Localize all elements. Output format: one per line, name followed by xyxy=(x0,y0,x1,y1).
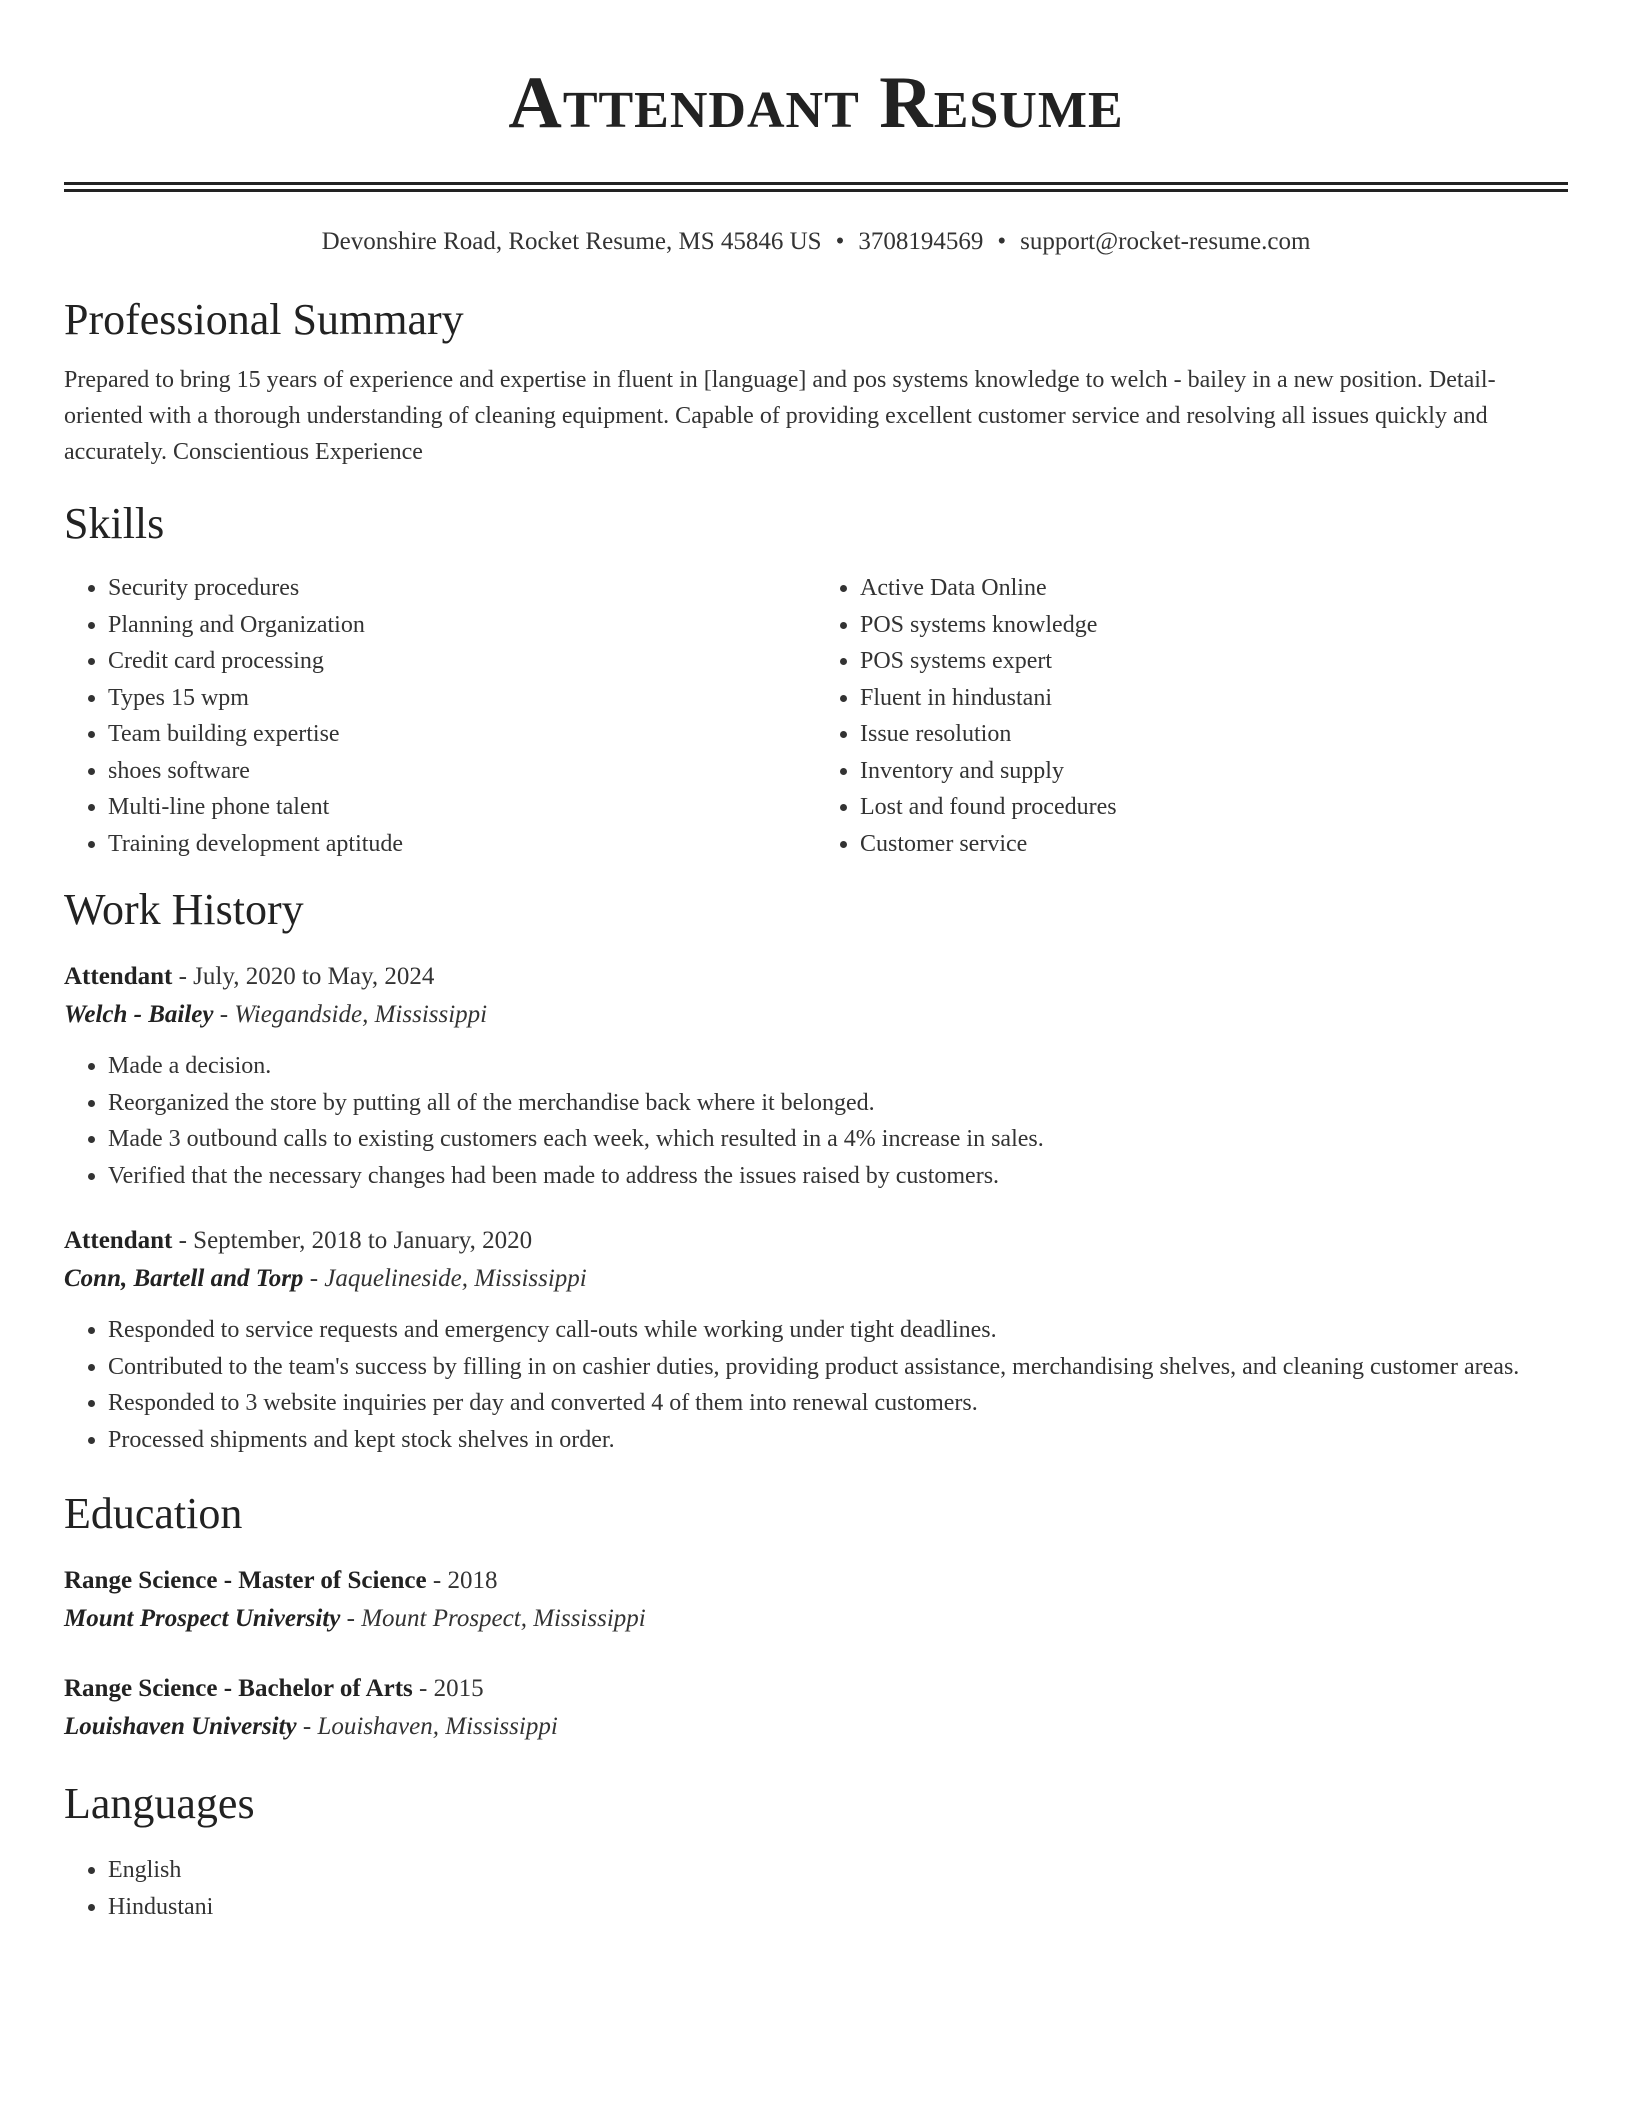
job-bullet: • Reorganized the store by putting all of the merchandise back where it belonged. xyxy=(108,1085,1568,1122)
education-entry xyxy=(64,1562,1568,1638)
skill-item: • Multi-line phone talent xyxy=(108,789,816,826)
contact-email: support@rocket-resume.com xyxy=(1020,228,1311,255)
title-double-rule xyxy=(64,182,1568,192)
skills-columns xyxy=(64,570,1568,862)
skill-item: • Planning and Organization xyxy=(108,607,816,644)
education-school-line xyxy=(64,1708,1568,1746)
education-year: - 2015 xyxy=(412,1675,484,1702)
skill-item: • POS systems expert xyxy=(860,643,1568,680)
job-title: Attendant xyxy=(64,1227,173,1254)
job-dates: - July, 2020 to May, 2024 xyxy=(172,963,435,990)
skill-item: • Customer service xyxy=(860,826,1568,863)
languages-heading: Languages xyxy=(64,1779,255,1828)
skill-item: • shoes software xyxy=(108,753,816,790)
skill-item: • Training development aptitude xyxy=(108,826,816,863)
skill-item: • Types 15 wpm xyxy=(108,680,816,717)
job-employer-line xyxy=(64,996,1568,1034)
summary-text: Prepared to bring 15 years of experience and expertise in fluent in [language] and pos systems knowledge to welch - bailey in a new position. Detail-oriented with a thorough understanding of cleaning equipment. Capable of providing excellent customer service and resolving all issues quickly and accurately. Conscientious Experience xyxy=(64,367,1496,465)
skill-item: • Fluent in hindustani xyxy=(860,680,1568,717)
job-bullet: • Responded to 3 website inquiries per day and converted 4 of them into renewal customers. xyxy=(108,1385,1568,1422)
job-bullet: • Made 3 outbound calls to existing customers each week, which resulted in a 4% increase in sales. xyxy=(108,1121,1568,1158)
summary-heading: Professional Summary xyxy=(64,295,464,344)
education-degree-line xyxy=(64,1562,1568,1600)
job-entry xyxy=(64,1222,1568,1458)
job-bullet: • Contributed to the team's success by filling in on cashier duties, providing product assistance, merchandising shelves, and cleaning customer areas. xyxy=(108,1349,1568,1386)
language-item: • English xyxy=(108,1852,1568,1889)
skill-item: • Team building expertise xyxy=(108,716,816,753)
education-school-line xyxy=(64,1600,1568,1638)
languages-list xyxy=(64,1852,1568,1925)
job-header xyxy=(64,958,1568,996)
job-location: - Jaquelineside, Mississippi xyxy=(303,1265,587,1292)
skill-item: • Lost and found procedures xyxy=(860,789,1568,826)
job-bullet: • Responded to service requests and emergency call-outs while working under tight deadlines. xyxy=(108,1312,1568,1349)
skill-item: • Inventory and supply xyxy=(860,753,1568,790)
job-company: Conn, Bartell and Torp xyxy=(64,1265,304,1292)
resume-title: Attendant Resume xyxy=(508,62,1124,144)
education-location: - Louishaven, Mississippi xyxy=(296,1713,558,1740)
skill-item: • Credit card processing xyxy=(108,643,816,680)
education-school: Louishaven University xyxy=(64,1713,297,1740)
job-location: - Wiegandside, Mississippi xyxy=(213,1001,488,1028)
skill-item: • Issue resolution xyxy=(860,716,1568,753)
education-school: Mount Prospect University xyxy=(64,1605,341,1632)
education-heading: Education xyxy=(64,1489,243,1538)
job-bullet: • Verified that the necessary changes had been made to address the issues raised by customers. xyxy=(108,1158,1568,1195)
job-title: Attendant xyxy=(64,963,173,990)
contact-phone: 3708194569 xyxy=(858,228,984,255)
education-location: - Mount Prospect, Mississippi xyxy=(340,1605,646,1632)
skills-right-list xyxy=(816,570,1568,862)
skill-item: • Security procedures xyxy=(108,570,816,607)
education-degree-line xyxy=(64,1670,1568,1708)
education-year: - 2018 xyxy=(426,1567,498,1594)
language-item: • Hindustani xyxy=(108,1889,1568,1926)
job-employer-line xyxy=(64,1260,1568,1298)
job-entry xyxy=(64,958,1568,1194)
education-degree: Range Science - Bachelor of Arts xyxy=(64,1675,413,1702)
job-dates: - September, 2018 to January, 2020 xyxy=(172,1227,533,1254)
work-history-heading: Work History xyxy=(64,885,304,934)
job-bullets xyxy=(64,1312,1568,1458)
contact-line xyxy=(64,224,1568,260)
education-entry xyxy=(64,1670,1568,1746)
contact-separator: • xyxy=(835,228,845,255)
skill-item: • Active Data Online xyxy=(860,570,1568,607)
contact-separator: • xyxy=(997,228,1007,255)
job-header xyxy=(64,1222,1568,1260)
skill-item: • POS systems knowledge xyxy=(860,607,1568,644)
job-bullet: • Processed shipments and kept stock shelves in order. xyxy=(108,1422,1568,1459)
job-bullets xyxy=(64,1048,1568,1194)
job-bullet: • Made a decision. xyxy=(108,1048,1568,1085)
skills-heading: Skills xyxy=(64,499,165,548)
education-degree: Range Science - Master of Science xyxy=(64,1567,427,1594)
job-company: Welch - Bailey xyxy=(64,1001,214,1028)
contact-address: Devonshire Road, Rocket Resume, MS 45846 US xyxy=(321,228,822,255)
skills-left-list xyxy=(64,570,816,862)
